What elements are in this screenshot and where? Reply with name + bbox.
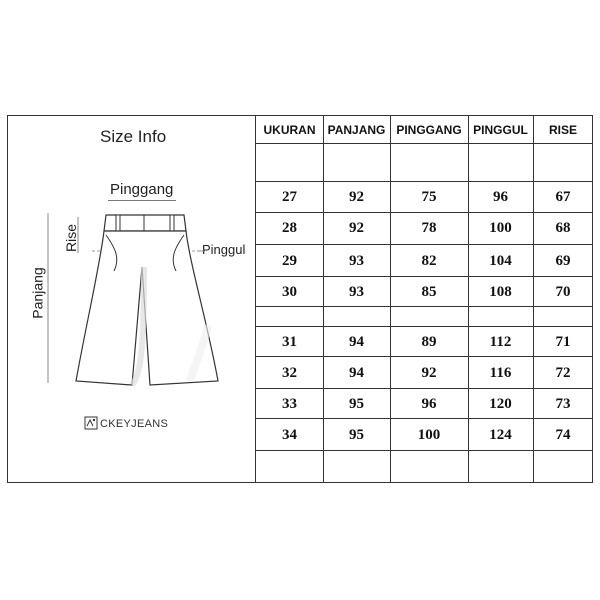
table-row-divider	[256, 356, 593, 357]
table-row-divider	[256, 418, 593, 419]
cell-rise: 72	[555, 365, 571, 381]
cell-size: 32	[282, 365, 297, 381]
brand-logo-icon	[84, 416, 98, 430]
cell-hip: 120	[489, 396, 512, 412]
cell-hip: 124	[489, 427, 512, 443]
cell-rise: 73	[555, 396, 571, 412]
header-ukuran: UKURAN	[263, 123, 316, 137]
rise-label: Rise	[63, 223, 80, 253]
cell-length: 95	[349, 427, 364, 443]
cell-size: 30	[282, 284, 297, 300]
cell-hip: 96	[493, 189, 508, 205]
cell-waist: 96	[421, 396, 437, 412]
waist-measure-line	[108, 200, 176, 201]
cell-waist: 100	[417, 427, 441, 443]
table-row-divider	[256, 143, 593, 144]
table-row-divider	[256, 326, 593, 327]
cell-rise: 68	[555, 220, 571, 236]
cell-waist: 85	[421, 284, 437, 300]
waist-label: Pinggang	[110, 181, 174, 198]
culottes-illustration	[40, 205, 240, 395]
table-row-divider	[256, 181, 593, 182]
cell-waist: 78	[421, 220, 437, 236]
cell-hip: 112	[489, 334, 512, 350]
cell-hip: 104	[489, 253, 512, 269]
cell-rise: 67	[555, 189, 571, 205]
cell-size: 34	[282, 427, 297, 443]
table-row-divider	[256, 244, 593, 245]
table-row-divider	[256, 212, 593, 213]
cell-hip: 108	[489, 284, 512, 300]
brand-name: CKEYJEANS	[100, 418, 169, 430]
header-pinggul: PINGGUL	[473, 123, 528, 137]
cell-size: 31	[282, 334, 297, 350]
cell-rise: 70	[555, 284, 571, 300]
cell-waist: 75	[421, 189, 437, 205]
cell-waist: 89	[421, 334, 437, 350]
header-panjang: PANJANG	[327, 123, 386, 137]
cell-length: 93	[349, 253, 364, 269]
cell-length: 94	[349, 365, 364, 381]
cell-size: 28	[282, 220, 297, 236]
length-label: Panjang	[29, 267, 46, 319]
cell-waist: 82	[421, 253, 437, 269]
cell-rise: 69	[555, 253, 571, 269]
cell-size: 29	[282, 253, 297, 269]
cell-size: 27	[282, 189, 297, 205]
cell-length: 94	[349, 334, 364, 350]
size-info-title: Size Info	[100, 127, 167, 146]
cell-rise: 74	[555, 427, 571, 443]
table-row-divider	[256, 276, 593, 277]
cell-waist: 92	[421, 365, 437, 381]
cell-length: 92	[349, 220, 364, 236]
table-row-divider	[256, 306, 593, 307]
table-row-divider	[256, 450, 593, 451]
cell-length: 95	[349, 396, 364, 412]
table-row-divider	[256, 388, 593, 389]
cell-length: 93	[349, 284, 364, 300]
cell-hip: 116	[489, 365, 512, 381]
cell-length: 92	[349, 189, 364, 205]
header-rise: RISE	[548, 123, 577, 137]
hip-label: Pinggul	[202, 242, 246, 257]
cell-size: 33	[282, 396, 297, 412]
cell-rise: 71	[555, 334, 571, 350]
header-pinggang: PINGGANG	[396, 123, 462, 137]
cell-hip: 100	[489, 220, 512, 236]
